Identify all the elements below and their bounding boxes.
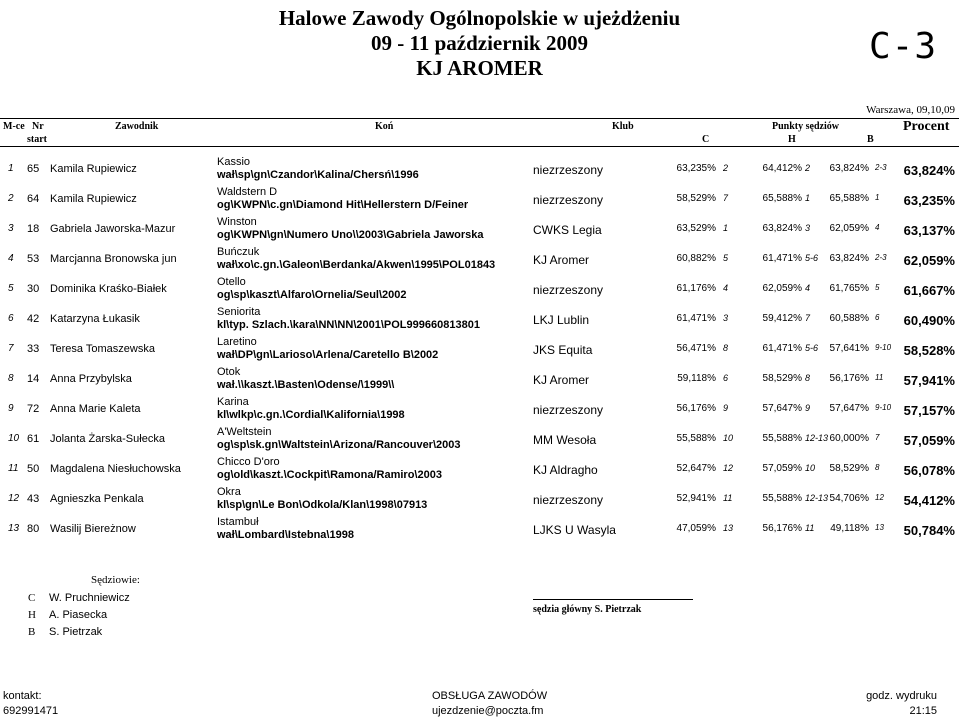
judge-b-score-cell: 58,529%	[829, 463, 869, 474]
judge-c-rank-cell: 11	[723, 493, 733, 503]
total-percent-cell: 60,490%	[903, 313, 955, 328]
header-top-rule	[0, 118, 959, 119]
title-line-1: Halowe Zawody Ogólnopolskie w ujeżdżeniu	[278, 6, 681, 30]
rider-name-cell: Kamila Rupiewicz	[50, 163, 137, 175]
horse-info-cell: og\KWPN\c.gn\Diamond Hit\Hellerstern D/Feiner	[217, 199, 469, 211]
judge-h-score-cell: 58,529%	[762, 373, 802, 384]
col-nr: Nr	[32, 121, 44, 132]
judge-h-rank-cell: 12-13	[805, 493, 829, 503]
judge-h-score-cell: 65,588%	[762, 193, 802, 204]
start-number-cell: 50	[27, 463, 40, 475]
judge-b-rank-cell: 2-3	[875, 163, 887, 172]
judge-h-rank-cell: 10	[805, 463, 816, 473]
rider-name-cell: Katarzyna Łukasik	[50, 313, 140, 325]
start-number-cell: 65	[27, 163, 40, 175]
horse-info-cell: wał\DP\gn\Larioso\Arlena/Caretello B\2002	[217, 349, 439, 361]
judge-h-rank-cell: 5-6	[805, 253, 819, 263]
horse-info-cell: kl\sp\gn\Le Bon\Odkola/Klan\1998\07913	[217, 499, 428, 511]
col-percent: Procent	[903, 119, 950, 134]
judge-b-score-cell: 63,824%	[829, 253, 869, 264]
judge-h-score-cell: 55,588%	[762, 433, 802, 444]
judge-b-rank-cell: 1	[875, 193, 880, 202]
horse-info-cell: wał\sp\gn\Czandor\Kalina/Chersń\1996	[217, 169, 419, 181]
horse-name-cell: Okra	[217, 486, 241, 498]
start-number-cell: 14	[27, 373, 40, 385]
horse-info-cell: og\old\kaszt.\Cockpit\Ramona/Ramiro\2003	[217, 469, 442, 481]
judge-b-rank-cell: 8	[875, 463, 880, 472]
rider-name-cell: Teresa Tomaszewska	[50, 343, 155, 355]
start-number-cell: 72	[27, 403, 40, 415]
judge-b-score-cell: 65,588%	[829, 193, 869, 204]
table-row	[0, 306, 959, 336]
club-cell: KJ Aldragho	[533, 463, 598, 477]
table-row	[0, 456, 959, 486]
judge-b-score-cell: 61,765%	[829, 283, 869, 294]
judge-b-rank-cell: 13	[875, 523, 884, 532]
judge-h-score-cell: 56,176%	[762, 523, 802, 534]
judge-b-rank-cell: 7	[875, 433, 880, 442]
rider-name-cell: Jolanta Żarska-Sułecka	[50, 433, 165, 445]
judge-b-rank-cell: 11	[875, 373, 884, 382]
table-row	[0, 246, 959, 276]
judge-b-score-cell: 60,000%	[829, 433, 869, 444]
judge-b-score-cell: 57,647%	[829, 403, 869, 414]
club-cell: niezrzeszony	[533, 163, 604, 177]
judge-h-score-cell: 57,059%	[762, 463, 802, 474]
start-number-cell: 80	[27, 523, 40, 535]
place-cell: 5	[8, 283, 14, 294]
judge-h-rank-cell: 9	[805, 403, 811, 413]
col-club: Klub	[612, 121, 634, 132]
start-number-cell: 30	[27, 283, 40, 295]
judge-b-score-cell: 49,118%	[830, 523, 869, 534]
club-cell: JKS Equita	[533, 343, 593, 357]
place-cell: 12	[8, 493, 20, 504]
horse-info-cell: wał\Lombard\Istebna\1998	[217, 529, 354, 541]
judge-c-score-cell: 61,471%	[676, 313, 716, 324]
table-row	[0, 276, 959, 306]
judge-b-pos: B	[28, 626, 36, 638]
print-time-label: godz. wydruku	[866, 690, 937, 702]
judge-h-rank-cell: 4	[805, 283, 811, 293]
judge-b-name: S. Pietrzak	[49, 626, 103, 638]
total-percent-cell: 62,059%	[903, 253, 955, 268]
judge-c-score-cell: 61,176%	[676, 283, 716, 294]
horse-name-cell: Kassio	[217, 156, 251, 168]
table-row	[0, 516, 959, 546]
judge-b-rank-cell: 9-10	[875, 403, 892, 412]
club-cell: niezrzeszony	[533, 493, 604, 507]
club-cell: niezrzeszony	[533, 193, 604, 207]
table-row	[0, 216, 959, 246]
total-percent-cell: 57,157%	[903, 403, 955, 418]
judge-b-score-cell: 60,588%	[829, 313, 869, 324]
judge-c-score-cell: 55,588%	[676, 433, 716, 444]
club-cell: LJKS U Wasyla	[533, 523, 616, 537]
start-number-cell: 33	[27, 343, 40, 355]
judge-h-score-cell: 63,824%	[762, 223, 802, 234]
col-horse: Koń	[375, 121, 394, 132]
total-percent-cell: 50,784%	[903, 523, 955, 538]
start-number-cell: 43	[27, 493, 40, 505]
col-judge-b: B	[867, 134, 874, 145]
judge-b-rank-cell: 2-3	[875, 253, 887, 262]
table-row	[0, 186, 959, 216]
judge-c-rank-cell: 9	[723, 403, 729, 413]
judges-title: Sędziowie:	[91, 574, 140, 586]
rider-name-cell: Wasilij Biereżnow	[50, 523, 136, 535]
total-percent-cell: 57,941%	[903, 373, 955, 388]
horse-name-cell: Winston	[217, 216, 257, 228]
rider-name-cell: Gabriela Jaworska-Mazur	[50, 223, 176, 235]
judge-c-rank-cell: 3	[723, 313, 729, 323]
judge-c-rank-cell: 10	[723, 433, 734, 443]
judge-b-rank-cell: 9-10	[875, 343, 892, 352]
club-cell: KJ Aromer	[533, 253, 590, 267]
table-row	[0, 426, 959, 456]
horse-name-cell: Istambuł	[217, 516, 259, 528]
place-date: Warszawa, 09,10,09	[866, 104, 955, 116]
club-cell: LKJ Lublin	[533, 313, 590, 327]
judge-h-score-cell: 61,471%	[762, 343, 802, 354]
judge-c-rank-cell: 1	[723, 223, 729, 233]
rider-name-cell: Kamila Rupiewicz	[50, 193, 137, 205]
horse-name-cell: Otello	[217, 276, 246, 288]
judge-h-score-cell: 57,647%	[762, 403, 802, 414]
judge-b-rank-cell: 4	[875, 223, 880, 232]
judge-h-rank-cell: 11	[805, 523, 815, 533]
judge-h-rank-cell: 12-13	[805, 433, 829, 443]
judge-c-rank-cell: 8	[723, 343, 729, 353]
horse-info-cell: kl\wlkp\c.gn.\Cordial\Kalifornia\1998	[217, 409, 405, 421]
col-place: M-ce	[3, 121, 25, 132]
col-judges: Punkty sędziów	[772, 121, 839, 132]
judge-c-name: W. Pruchniewicz	[49, 592, 130, 604]
judge-b-score-cell: 54,706%	[829, 493, 869, 504]
header-bottom-rule	[0, 146, 959, 147]
judge-c-pos: C	[28, 592, 36, 604]
judge-h-rank-cell: 3	[805, 223, 811, 233]
horse-info-cell: og\sp\sk.gn\Waltstein\Arizona/Rancouver\2003	[217, 439, 461, 451]
col-rider: Zawodnik	[115, 121, 159, 132]
start-number-cell: 61	[27, 433, 40, 445]
judge-c-score-cell: 52,941%	[676, 493, 716, 504]
place-cell: 7	[8, 343, 14, 354]
judge-h-score-cell: 64,412%	[762, 163, 802, 174]
contact-label: kontakt:	[3, 690, 42, 702]
judge-c-rank-cell: 4	[723, 283, 729, 293]
horse-name-cell: Chicco D'oro	[217, 456, 280, 468]
signature-line	[533, 599, 693, 600]
judge-h-score-cell: 59,412%	[762, 313, 802, 324]
horse-info-cell: og\KWPN\gn\Numero Uno\\2003\Gabriela Jaworska	[217, 229, 484, 241]
judge-c-rank-cell: 13	[723, 523, 734, 533]
judge-c-score-cell: 59,118%	[677, 373, 716, 384]
place-cell: 2	[8, 193, 14, 204]
club-cell: KJ Aromer	[533, 373, 590, 387]
start-number-cell: 64	[27, 193, 40, 205]
judge-b-rank-cell: 12	[875, 493, 884, 502]
judge-b-rank-cell: 5	[875, 283, 880, 292]
col-judge-c: C	[702, 134, 710, 145]
contact-phone: 692991471	[3, 705, 59, 717]
class-code: C-3	[868, 26, 937, 67]
place-cell: 9	[8, 403, 14, 414]
table-row	[0, 486, 959, 516]
club-cell: CWKS Legia	[533, 223, 602, 237]
judge-h-name: A. Piasecka	[49, 609, 108, 621]
chief-judge: sędzia główny S. Pietrzak	[533, 604, 642, 615]
place-cell: 10	[8, 433, 20, 444]
total-percent-cell: 63,824%	[903, 163, 955, 178]
col-start: start	[27, 134, 47, 145]
club-cell: MM Wesoła	[533, 433, 597, 447]
place-cell: 1	[8, 163, 14, 174]
judge-c-rank-cell: 12	[723, 463, 734, 473]
rider-name-cell: Anna Przybylska	[50, 373, 132, 385]
judge-h-score-cell: 62,059%	[762, 283, 802, 294]
judge-b-score-cell: 57,641%	[829, 343, 869, 354]
place-cell: 13	[8, 523, 20, 534]
print-time: 21:15	[909, 705, 937, 717]
total-percent-cell: 56,078%	[903, 463, 955, 478]
title-line-2: 09 - 11 październik 2009	[370, 31, 588, 55]
judge-c-score-cell: 63,529%	[676, 223, 716, 234]
judge-h-pos: H	[28, 609, 36, 621]
horse-info-cell: wał.\\kaszt.\Basten\Odense/\1999\\	[217, 379, 395, 391]
service-label: OBSŁUGA ZAWODÓW	[432, 690, 548, 702]
place-cell: 6	[8, 313, 14, 324]
judge-c-rank-cell: 7	[723, 193, 729, 203]
judge-b-rank-cell: 6	[875, 313, 880, 322]
horse-info-cell: kl\typ. Szlach.\kara\NN\NN\2001\POL999660813801	[217, 319, 480, 331]
judge-c-score-cell: 60,882%	[676, 253, 716, 264]
judge-c-score-cell: 56,471%	[676, 343, 716, 354]
judge-c-score-cell: 63,235%	[676, 163, 716, 174]
service-email: ujezdzenie@poczta.fm	[432, 705, 544, 717]
start-number-cell: 18	[27, 223, 40, 235]
horse-name-cell: Buńczuk	[217, 246, 260, 258]
table-row	[0, 366, 959, 396]
place-cell: 4	[8, 253, 14, 264]
judge-c-score-cell: 47,059%	[676, 523, 716, 534]
judge-h-rank-cell: 2	[805, 163, 811, 173]
judge-b-score-cell: 62,059%	[829, 223, 869, 234]
horse-name-cell: Otok	[217, 366, 241, 378]
table-row	[0, 336, 959, 366]
total-percent-cell: 58,528%	[903, 343, 955, 358]
judge-b-score-cell: 63,824%	[829, 163, 869, 174]
total-percent-cell: 61,667%	[903, 283, 955, 298]
judge-c-score-cell: 52,647%	[676, 463, 716, 474]
place-cell: 11	[8, 463, 19, 474]
judge-h-score-cell: 55,588%	[762, 493, 802, 504]
total-percent-cell: 54,412%	[903, 493, 955, 508]
total-percent-cell: 63,235%	[903, 193, 955, 208]
judge-c-score-cell: 56,176%	[676, 403, 716, 414]
horse-name-cell: Laretino	[217, 336, 257, 348]
rider-name-cell: Dominika Kraśko-Białek	[50, 283, 167, 295]
horse-name-cell: Karina	[217, 396, 249, 408]
total-percent-cell: 63,137%	[903, 223, 955, 238]
table-row	[0, 396, 959, 426]
judge-h-score-cell: 61,471%	[762, 253, 802, 264]
judge-c-rank-cell: 6	[723, 373, 729, 383]
horse-name-cell: Waldstern D	[217, 186, 278, 198]
horse-info-cell: og\sp\kaszt\Alfaro\Ornelia/Seul\2002	[217, 289, 407, 301]
horse-info-cell: wał\xo\c.gn.\Galeon\Berdanka/Akwen\1995\POL01843	[217, 259, 496, 271]
rider-name-cell: Magdalena Niesłuchowska	[50, 463, 181, 475]
judge-b-score-cell: 56,176%	[829, 373, 869, 384]
judge-h-rank-cell: 7	[805, 313, 811, 323]
place-cell: 3	[8, 223, 14, 234]
rider-name-cell: Marcjanna Bronowska jun	[50, 253, 177, 265]
club-cell: niezrzeszony	[533, 283, 604, 297]
title-line-3: KJ AROMER	[416, 56, 543, 80]
judge-c-rank-cell: 5	[723, 253, 729, 263]
horse-name-cell: Seniorita	[217, 306, 261, 318]
judge-c-rank-cell: 2	[723, 163, 729, 173]
start-number-cell: 42	[27, 313, 40, 325]
total-percent-cell: 57,059%	[903, 433, 955, 448]
place-cell: 8	[8, 373, 14, 384]
club-cell: niezrzeszony	[533, 403, 604, 417]
horse-name-cell: A'Weltstein	[217, 426, 272, 438]
judge-c-score-cell: 58,529%	[676, 193, 716, 204]
col-judge-h: H	[788, 134, 796, 145]
rider-name-cell: Agnieszka Penkala	[50, 493, 144, 505]
table-row	[0, 156, 959, 186]
rider-name-cell: Anna Marie Kaleta	[50, 403, 141, 415]
judge-h-rank-cell: 5-6	[805, 343, 819, 353]
judge-h-rank-cell: 8	[805, 373, 811, 383]
judge-h-rank-cell: 1	[805, 193, 811, 203]
start-number-cell: 53	[27, 253, 40, 265]
